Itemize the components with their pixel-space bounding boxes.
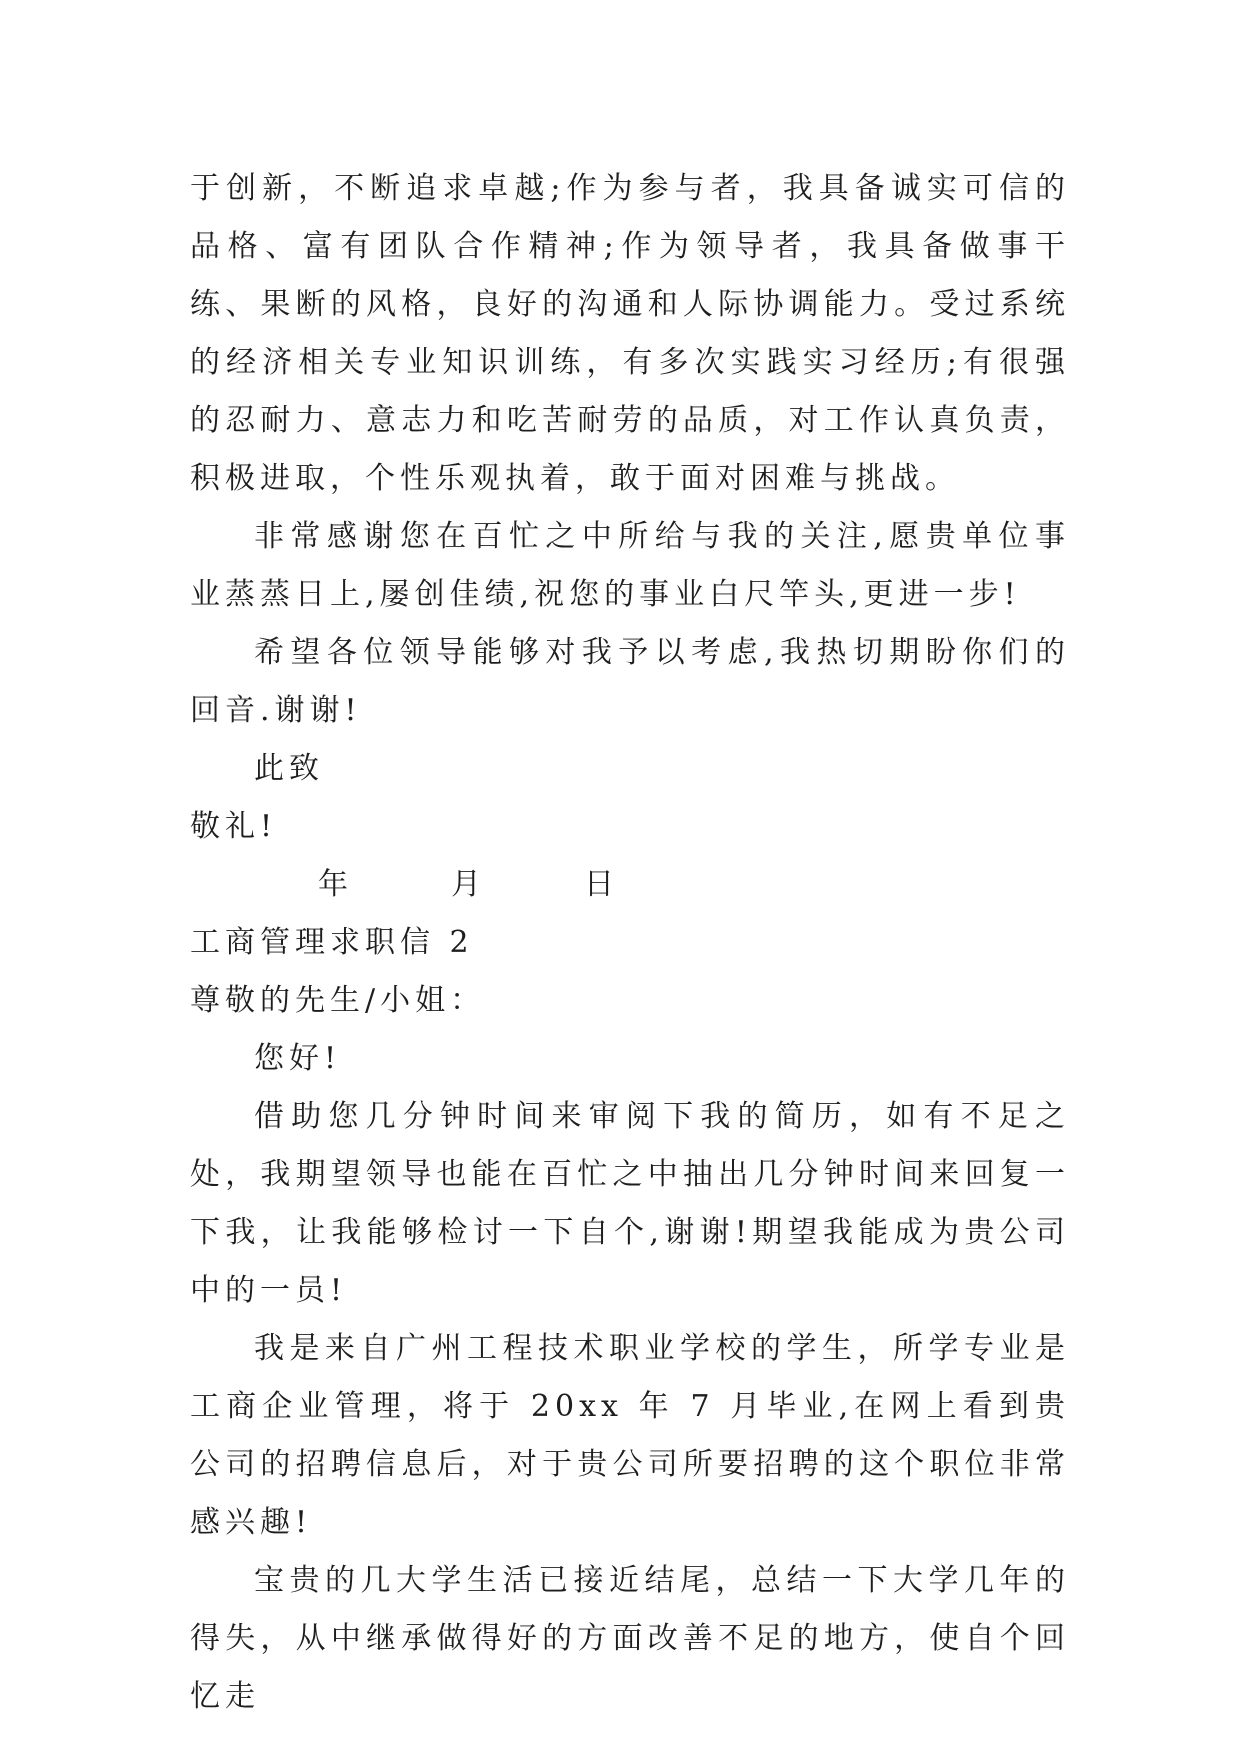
paragraph-background: 我是来自广州工程技术职业学校的学生，所学专业是工商企业管理，将于 20xx 年 7 月毕业,在网上看到贵公司的招聘信息后，对于贵公司所要招聘的这个职位非常感兴趣! [190,1331,1070,1540]
date-day: 日 [584,867,619,902]
date-year: 年 [318,867,353,902]
closing-line-2: 敬礼! [190,809,278,844]
salutation: 尊敬的先生/小姐： [190,983,486,1018]
date-line [190,856,1070,914]
paragraph-review-request: 借助您几分钟时间来审阅下我的简历，如有不足之处，我期望领导也能在百忙之中抽出几分钟时间来回复一下我，让我能够检讨一下自个,谢谢!期望我能成为贵公司中的一员! [190,1099,1070,1308]
paragraph-summary: 宝贵的几大学生活已接近结尾，总结一下大学几年的得失，从中继承做得好的方面改善不足的地方，使自个回忆走 [190,1563,1070,1714]
paragraph-hope: 希望各位领导能够对我予以考虑,我热切期盼你们的回音.谢谢! [190,635,1070,728]
paragraph-thanks: 非常感谢您在百忙之中所给与我的关注,愿贵单位事业蒸蒸日上,屡创佳绩,祝您的事业白尺竿头,更进一步! [190,519,1070,612]
date-month: 月 [451,867,486,902]
paragraph-self-description: 于创新，不断追求卓越;作为参与者，我具备诚实可信的品格、富有团队合作精神;作为领导者，我具备做事干练、果断的风格，良好的沟通和人际协调能力。受过系统的经济相关专业知识训练，有多次实践实习经历;有很强的忍耐力、意志力和吃苦耐劳的品质，对工作认真负责，积极进取，个性乐观执着，敢于面对困难与挑战。 [190,171,1070,496]
greeting: 您好! [254,1041,342,1076]
document-body [190,160,1070,1726]
section-heading: 工商管理求职信 2 [190,925,474,960]
closing-line-1: 此致 [254,751,324,786]
